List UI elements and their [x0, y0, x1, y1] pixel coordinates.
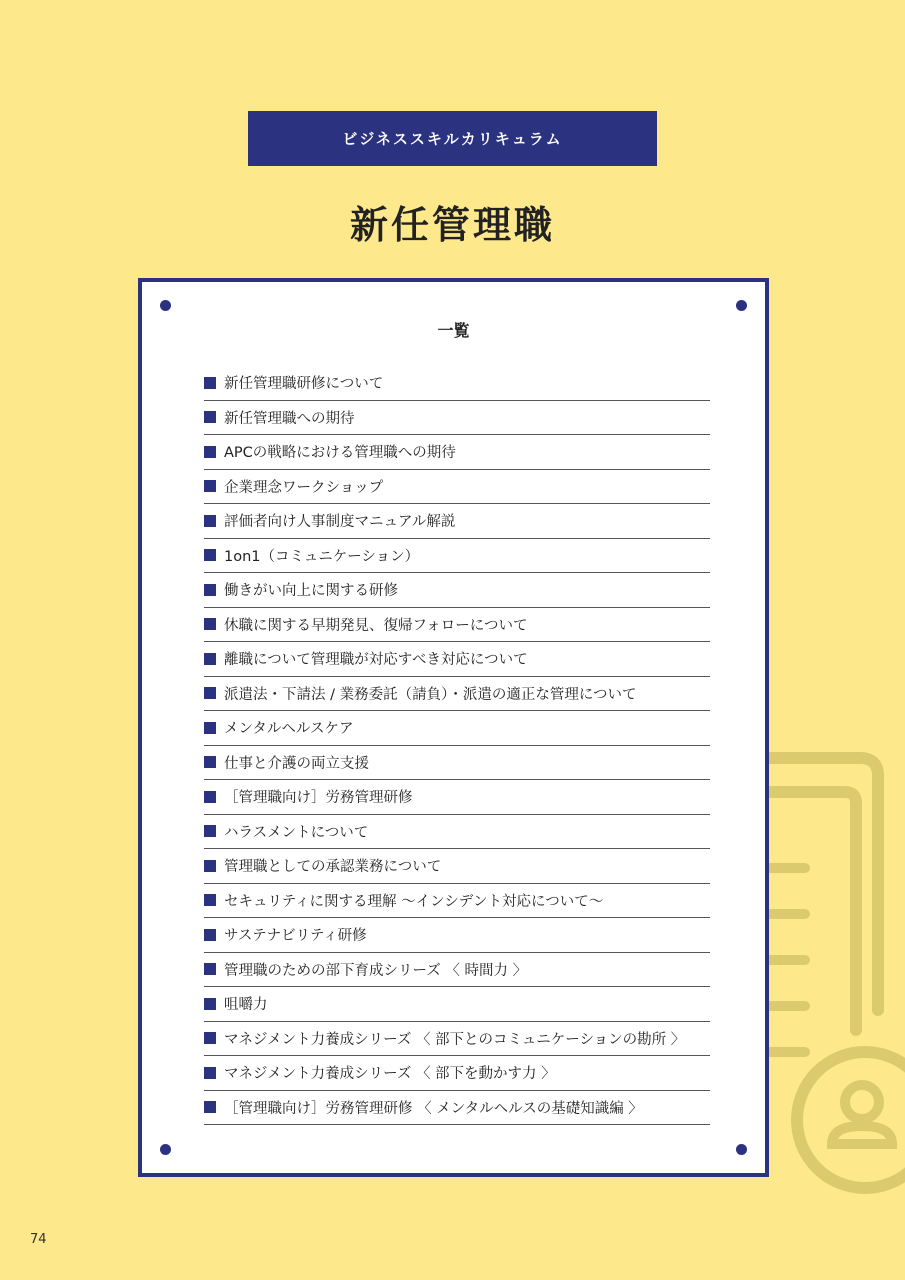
list-item-label: 休職に関する早期発見、復帰フォローについて: [224, 617, 528, 634]
square-bullet-icon: [204, 963, 216, 975]
square-bullet-icon: [204, 411, 216, 423]
list-item-label: 仕事と介護の両立支援: [224, 755, 369, 772]
square-bullet-icon: [204, 618, 216, 630]
square-bullet-icon: [204, 480, 216, 492]
list-item: [204, 539, 710, 574]
square-bullet-icon: [204, 687, 216, 699]
course-list-card: [138, 278, 769, 1177]
list-item: [204, 401, 710, 436]
list-item-label: 1on1（コミュニケーション）: [224, 548, 420, 565]
square-bullet-icon: [204, 1032, 216, 1044]
list-item: [204, 1056, 710, 1091]
square-bullet-icon: [204, 446, 216, 458]
list-item: [204, 953, 710, 988]
list-item-label: マネジメント力養成シリーズ 〈 部下を動かす力 〉: [224, 1066, 556, 1083]
list-item: [204, 435, 710, 470]
list-item-label: メンタルヘルスケア: [224, 721, 354, 738]
list-item-label: 評価者向け人事制度マニュアル解説: [224, 514, 456, 531]
list-item: [204, 780, 710, 815]
list-item: [204, 504, 710, 539]
square-bullet-icon: [204, 929, 216, 941]
list-item-label: APCの戦略における管理職への期待: [224, 445, 456, 462]
square-bullet-icon: [204, 894, 216, 906]
list-item: [204, 573, 710, 608]
list-item-label: 咀嚼力: [224, 997, 268, 1014]
list-item: [204, 815, 710, 850]
square-bullet-icon: [204, 756, 216, 768]
list-item-label: ［管理職向け］労務管理研修 〈 メンタルヘルスの基礎知識編 〉: [224, 1100, 643, 1117]
list-item: [204, 1091, 710, 1126]
list-item: [204, 746, 710, 781]
list-item-label: 離職について管理職が対応すべき対応について: [224, 652, 528, 669]
square-bullet-icon: [204, 377, 216, 389]
square-bullet-icon: [204, 1067, 216, 1079]
square-bullet-icon: [204, 998, 216, 1010]
square-bullet-icon: [204, 860, 216, 872]
corner-dot: [736, 300, 747, 311]
square-bullet-icon: [204, 653, 216, 665]
page-title: 新任管理職: [349, 203, 555, 247]
corner-dot: [160, 300, 171, 311]
card-title: 一覧: [437, 321, 470, 340]
list-item: [204, 987, 710, 1022]
square-bullet-icon: [204, 584, 216, 596]
list-item: [204, 366, 710, 401]
list-item-label: セキュリティに関する理解 〜インシデント対応について〜: [224, 893, 604, 910]
square-bullet-icon: [204, 1101, 216, 1113]
list-item: [204, 642, 710, 677]
list-item-label: 新任管理職研修について: [224, 376, 384, 393]
list-item: [204, 1022, 710, 1057]
list-item: [204, 470, 710, 505]
list-item-label: サステナビリティ研修: [224, 928, 367, 945]
list-item: [204, 918, 710, 953]
list-item: [204, 849, 710, 884]
page-number: 74: [30, 1232, 47, 1247]
list-item: [204, 608, 710, 643]
list-item-label: 働きがい向上に関する研修: [224, 583, 398, 600]
square-bullet-icon: [204, 549, 216, 561]
list-item-label: 管理職のための部下育成シリーズ 〈 時間力 〉: [224, 962, 528, 979]
list-item-label: 新任管理職への期待: [224, 410, 355, 427]
list-item-label: 派遣法・下請法 / 業務委託（請負）・派遣の適正な管理について: [224, 686, 637, 703]
course-list: [204, 366, 710, 1125]
list-item-label: ［管理職向け］労務管理研修: [224, 790, 413, 807]
list-item-label: 管理職としての承認業務について: [224, 859, 442, 876]
square-bullet-icon: [204, 791, 216, 803]
square-bullet-icon: [204, 515, 216, 527]
square-bullet-icon: [204, 825, 216, 837]
list-item-label: 企業理念ワークショップ: [224, 479, 384, 496]
list-item: [204, 884, 710, 919]
list-item-label: ハラスメントについて: [224, 824, 369, 841]
corner-dot: [160, 1144, 171, 1155]
list-item: [204, 677, 710, 712]
square-bullet-icon: [204, 722, 216, 734]
corner-dot: [736, 1144, 747, 1155]
list-item: [204, 711, 710, 746]
list-item-label: マネジメント力養成シリーズ 〈 部下とのコミュニケーションの勘所 〉: [224, 1031, 686, 1048]
curriculum-banner: ビジネススキルカリキュラム: [248, 111, 657, 166]
